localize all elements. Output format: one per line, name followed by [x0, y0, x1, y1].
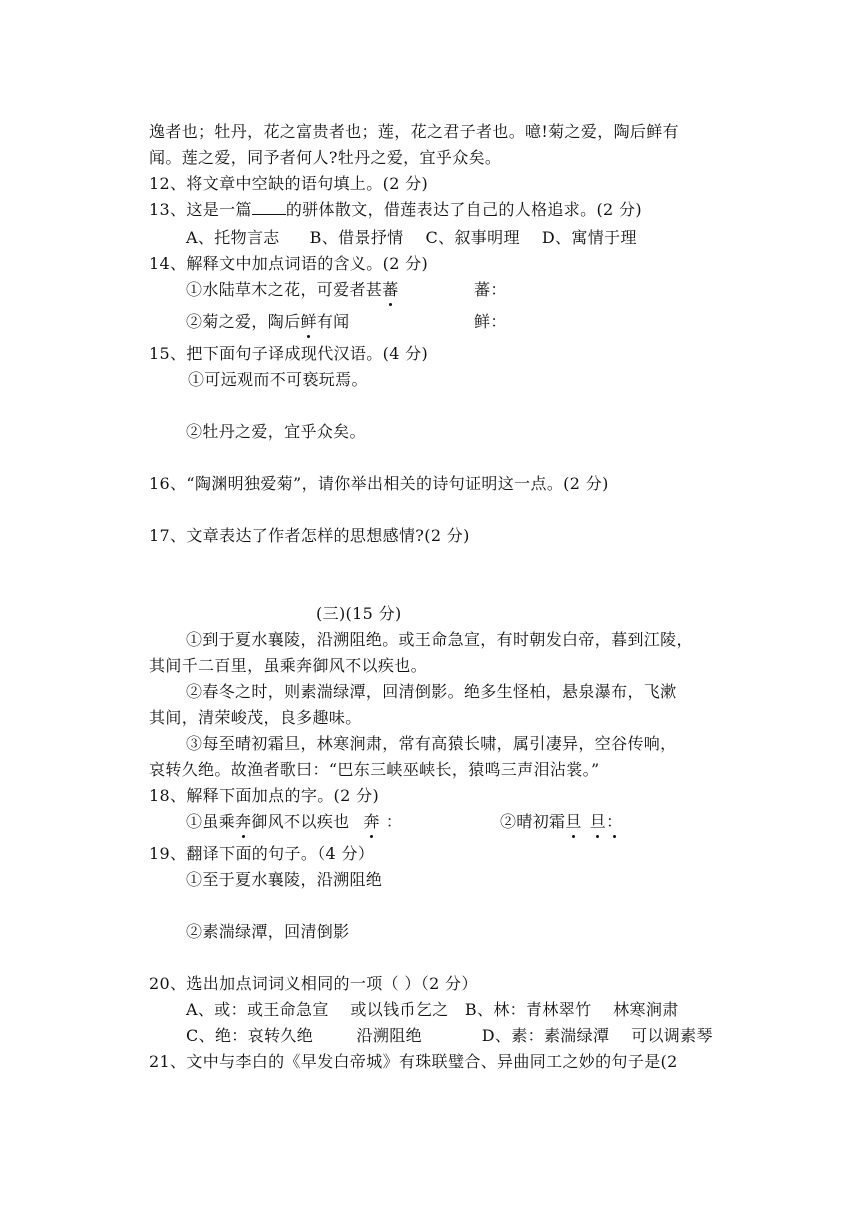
option-c[interactable]: C、叙事明理: [425, 228, 520, 247]
question-15-item-1: ①可远观而不可亵玩焉。: [188, 370, 368, 389]
question-16: 16、“陶渊明独爱菊”，请你举出相关的诗句证明这一点。(2 分): [149, 474, 609, 493]
question-14-item-1: [186, 280, 399, 300]
option-d[interactable]: D、寓情于理: [541, 228, 637, 247]
item-text: ①虽乘: [186, 812, 236, 831]
option-b[interactable]: B、借景抒情: [309, 228, 404, 247]
question-19-item-1: ①至于夏水襄陵，沿溯阻绝: [186, 870, 383, 889]
passage-line: 哀转久绝。故渔者歌曰：“巴东三峡巫峡长，猿鸣三声泪沾裳。”: [149, 760, 600, 779]
item-text: 有闻: [316, 312, 350, 331]
passage-line: ②春冬之时，则素湍绿潭，回清倒影。绝多生怪柏，悬泉瀑布，飞漱: [186, 682, 677, 701]
label-colon: ：: [385, 812, 403, 831]
question-19: 19、翻译下面的句子。（4 分）: [149, 844, 375, 863]
question-15-item-2: ②牡丹之爱，宜乎众矣。: [186, 422, 366, 441]
question-20: 20、选出加点词词义相同的一项（ ）（2 分）: [149, 974, 478, 993]
question-13-options: [186, 228, 637, 248]
question-18-item-2: [500, 812, 622, 832]
dotted-char: 蕃: [382, 280, 399, 299]
question-15: 15、把下面句子译成现代汉语。(4 分): [149, 344, 429, 363]
dotted-char: 奔: [363, 812, 380, 831]
question-14: 14、解释文中加点词语的含义。(2 分): [149, 254, 429, 273]
option-a[interactable]: A、托物言志: [186, 228, 280, 247]
passage-line: 闻。莲之爱，同予者何人?牡丹之爱，宜乎众矣。: [149, 148, 502, 167]
question-12: 12、将文章中空缺的语句填上。(2 分): [149, 174, 429, 193]
section-heading: (三)(15 分): [316, 604, 402, 623]
passage-line: ③每至晴初霜旦，林寒涧肃，常有高猿长啸，属引凄异，空谷传响，: [186, 734, 677, 753]
question-13-after: 的骈体散文，借莲表达了自己的人格追求。(2 分): [285, 200, 642, 219]
item-text: ①水陆草木之花，可爱者甚: [186, 280, 383, 299]
item-text: ②菊之爱，陶后: [186, 312, 301, 331]
item-text: ②晴初霜: [500, 812, 566, 831]
passage-line: 逸者也；牡丹，花之富贵者也；莲，花之君子者也。噫!菊之爱，陶后鲜有: [149, 122, 679, 141]
question-19-item-2: ②素湍绿潭，回清倒影: [186, 922, 350, 941]
question-18: 18、解释下面加点的字。(2 分): [149, 786, 380, 805]
answer-blank[interactable]: [252, 200, 286, 215]
question-14-item-2: [186, 312, 350, 332]
question-20-row-2: C、绝：哀转久绝 沿溯阻绝 D、素：素湍绿潭 可以调素琴: [186, 1026, 713, 1045]
question-21: 21、文中与李白的《早发白帝城》有珠联璧合、异曲同工之妙的句子是(2: [149, 1052, 678, 1071]
passage-line: 其间千二百里，虽乘奔御风不以疾也。: [149, 656, 427, 675]
dotted-char: 鲜: [300, 312, 317, 331]
question-18-item-1: [186, 812, 402, 832]
dotted-char: 奔: [235, 812, 252, 831]
question-17: 17、文章表达了作者怎样的思想感情?(2 分): [149, 526, 470, 545]
dotted-colon: ：: [606, 812, 623, 831]
passage-line: ①到于夏水襄陵，沿溯阻绝。或王命急宣，有时朝发白帝，暮到江陵，: [186, 630, 693, 649]
item-text: 御风不以疾也: [251, 812, 350, 831]
dotted-char: 旦: [589, 812, 607, 831]
passage-line: 其间，清荣峻茂，良多趣味。: [149, 708, 362, 727]
question-13: [149, 200, 642, 220]
question-20-row-1: A、或：或王命急宣 或以钱币乞之 B、林：青林翠竹 林寒涧肃: [186, 1000, 679, 1019]
question-14-label-2: 鲜：: [474, 312, 507, 331]
question-14-label-1: 蕃：: [474, 280, 507, 299]
question-13-before: 13、这是一篇: [149, 200, 252, 219]
dotted-char: 旦: [565, 812, 582, 831]
